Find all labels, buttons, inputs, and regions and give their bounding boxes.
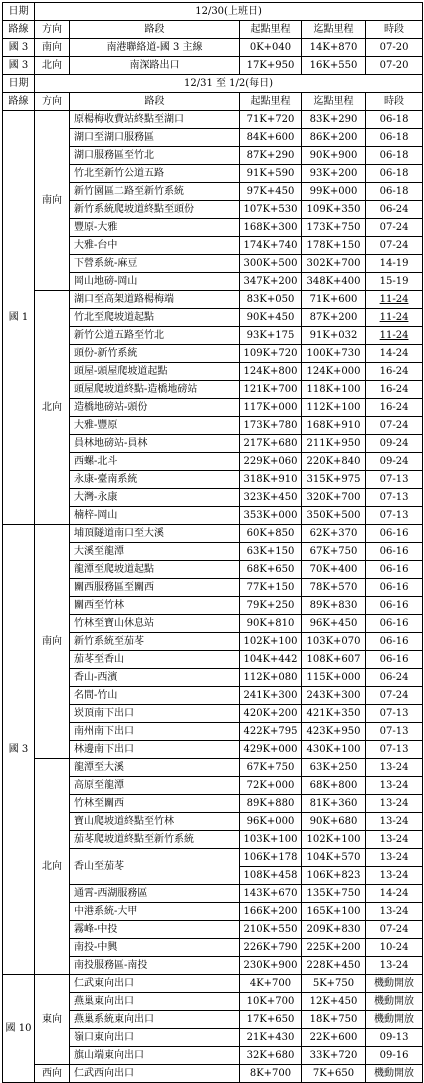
header-direction: 方向 — [35, 93, 70, 111]
start-km-cell: 79K+250 — [240, 597, 302, 615]
end-km-cell: 320K+700 — [302, 489, 366, 507]
start-km-cell: 300K+500 — [240, 255, 302, 273]
end-km-cell: 109K+350 — [302, 201, 366, 219]
time-cell: 10-24 — [366, 939, 423, 957]
end-km-cell: 86K+200 — [302, 129, 366, 147]
time-cell: 11-24 — [366, 309, 423, 327]
end-km-cell: 108K+607 — [302, 651, 366, 669]
time-cell: 06-18 — [366, 111, 423, 129]
end-km-cell: 68K+800 — [302, 777, 366, 795]
start-km-cell: 91K+590 — [240, 165, 302, 183]
start-km-cell: 103K+100 — [240, 831, 302, 849]
end-km-cell: 348K+400 — [302, 273, 366, 291]
date-label: 日期 — [3, 3, 35, 21]
header-section: 路段 — [70, 21, 240, 39]
direction-cell: 北向 — [35, 57, 70, 75]
start-km-cell: 323K+450 — [240, 489, 302, 507]
start-km-cell: 117K+000 — [240, 399, 302, 417]
start-km-cell: 32K+680 — [240, 1047, 302, 1065]
end-km-cell: 22K+600 — [302, 1029, 366, 1047]
start-km-cell: 217K+680 — [240, 435, 302, 453]
route-cell: 國 3 — [3, 39, 35, 57]
end-km-cell: 423K+950 — [302, 723, 366, 741]
end-km-cell: 124K+000 — [302, 363, 366, 381]
time-cell: 07-13 — [366, 723, 423, 741]
section-cell: 霧峰-中投 — [70, 921, 240, 939]
time-cell: 07-24 — [366, 417, 423, 435]
direction-cell: 南向 — [35, 525, 70, 759]
start-km-cell: 230K+900 — [240, 957, 302, 975]
end-km-cell: 5K+750 — [302, 975, 366, 993]
end-km-cell: 118K+100 — [302, 381, 366, 399]
section-cell: 龍潭至大溪 — [70, 759, 240, 777]
time-cell: 機動開放 — [366, 993, 423, 1011]
end-km-cell: 350K+500 — [302, 507, 366, 525]
end-km-cell: 83K+290 — [302, 111, 366, 129]
date-row — [3, 75, 423, 93]
start-km-cell: 347K+200 — [240, 273, 302, 291]
section-cell: 新竹園區二路至新竹系統 — [70, 183, 240, 201]
end-km-cell: 228K+450 — [302, 957, 366, 975]
time-cell: 13-24 — [366, 831, 423, 849]
time-cell: 07-13 — [366, 741, 423, 759]
section-cell: 燕巢東向出口 — [70, 993, 240, 1011]
section-cell: 岡山地磅-岡山 — [70, 273, 240, 291]
time-cell: 06-16 — [366, 597, 423, 615]
start-km-cell: 8K+700 — [240, 1065, 302, 1083]
time-cell: 07-20 — [366, 57, 423, 75]
header-start: 起點里程 — [240, 21, 302, 39]
end-km-cell: 421K+350 — [302, 705, 366, 723]
end-km-cell: 102K+100 — [302, 831, 366, 849]
start-km-cell: 226K+790 — [240, 939, 302, 957]
table-row — [3, 759, 423, 777]
start-km-cell: 429K+000 — [240, 741, 302, 759]
table-row — [3, 57, 423, 75]
end-km-cell: 71K+600 — [302, 291, 366, 309]
time-cell: 06-16 — [366, 525, 423, 543]
section-cell: 大灣-永康 — [70, 489, 240, 507]
time-cell: 09-13 — [366, 1029, 423, 1047]
header-time: 時段 — [366, 93, 423, 111]
section-cell: 南州南下出口 — [70, 723, 240, 741]
time-cell: 06-18 — [366, 147, 423, 165]
end-km-cell: 99K+000 — [302, 183, 366, 201]
section-cell: 南投服務區-南投 — [70, 957, 240, 975]
section-cell: 香山-西濱 — [70, 669, 240, 687]
route-cell: 國 3 — [3, 525, 35, 975]
end-km-cell: 63K+250 — [302, 759, 366, 777]
section-cell: 燕巢系統東向出口 — [70, 1011, 240, 1029]
time-cell: 06-16 — [366, 543, 423, 561]
time-cell: 16-24 — [366, 381, 423, 399]
section-cell: 大雅-台中 — [70, 237, 240, 255]
start-km-cell: 4K+700 — [240, 975, 302, 993]
start-km-cell: 68K+650 — [240, 561, 302, 579]
traffic-control-table — [2, 2, 423, 1083]
section-cell: 原楊梅收費站終點至湖口 — [70, 111, 240, 129]
time-cell: 14-24 — [366, 885, 423, 903]
section-cell: 永康-臺南系統 — [70, 471, 240, 489]
start-km-cell: 143K+670 — [240, 885, 302, 903]
end-km-cell: 225K+200 — [302, 939, 366, 957]
time-cell: 14-19 — [366, 255, 423, 273]
end-km-cell: 103K+070 — [302, 633, 366, 651]
start-km-cell: 96K+000 — [240, 813, 302, 831]
start-km-cell: 166K+200 — [240, 903, 302, 921]
section-cell: 頭屋-頭屋爬坡道起點 — [70, 363, 240, 381]
start-km-cell: 124K+800 — [240, 363, 302, 381]
time-cell: 13-24 — [366, 867, 423, 885]
start-km-cell: 112K+080 — [240, 669, 302, 687]
end-km-cell: 93K+200 — [302, 165, 366, 183]
section-cell: 南深路出口 — [70, 57, 240, 75]
end-km-cell: 112K+100 — [302, 399, 366, 417]
start-km-cell: 107K+530 — [240, 201, 302, 219]
route-cell: 國 3 — [3, 57, 35, 75]
time-cell: 06-16 — [366, 561, 423, 579]
time-cell: 07-20 — [366, 39, 423, 57]
section-cell: 崁頂南下出口 — [70, 705, 240, 723]
time-cell: 機動開放 — [366, 1011, 423, 1029]
start-km-cell: 84K+600 — [240, 129, 302, 147]
section-cell: 頭屋爬坡道終點-造橋地磅站 — [70, 381, 240, 399]
section-cell: 湖口至高架道路楊梅端 — [70, 291, 240, 309]
start-km-cell: 67K+750 — [240, 759, 302, 777]
section-cell: 茄苳至香山 — [70, 651, 240, 669]
section-cell: 下營系統-麻豆 — [70, 255, 240, 273]
end-km-cell: 220K+840 — [302, 453, 366, 471]
end-km-cell: 87K+200 — [302, 309, 366, 327]
start-km-cell: 93K+175 — [240, 327, 302, 345]
end-km-cell: 168K+910 — [302, 417, 366, 435]
direction-cell: 北向 — [35, 759, 70, 975]
section-cell: 嶺口東向出口 — [70, 1029, 240, 1047]
table-row — [3, 291, 423, 309]
time-cell: 06-16 — [366, 633, 423, 651]
direction-cell: 西向 — [35, 1065, 70, 1083]
start-km-cell: 173K+780 — [240, 417, 302, 435]
start-km-cell: 174K+740 — [240, 237, 302, 255]
route-cell: 國 1 — [3, 111, 35, 525]
start-km-cell: 72K+000 — [240, 777, 302, 795]
end-km-cell: 16K+550 — [302, 57, 366, 75]
section-cell: 造橋地磅站-頭份 — [70, 399, 240, 417]
section-cell: 埔頂隧道南口至大溪 — [70, 525, 240, 543]
start-km-cell: 77K+150 — [240, 579, 302, 597]
table-row — [3, 1065, 423, 1083]
time-cell: 09-24 — [366, 453, 423, 471]
section-cell: 竹北至新竹公道五路 — [70, 165, 240, 183]
header-row — [3, 93, 423, 111]
header-direction: 方向 — [35, 21, 70, 39]
header-time: 時段 — [366, 21, 423, 39]
header-route: 路線 — [3, 21, 35, 39]
time-cell: 16-24 — [366, 363, 423, 381]
direction-cell: 南向 — [35, 111, 70, 291]
time-cell: 06-18 — [366, 165, 423, 183]
date-row — [3, 3, 423, 21]
time-cell: 07-24 — [366, 921, 423, 939]
end-km-cell: 7K+650 — [302, 1065, 366, 1083]
time-cell: 06-16 — [366, 615, 423, 633]
time-cell: 09-16 — [366, 1047, 423, 1065]
direction-cell: 東向 — [35, 975, 70, 1065]
end-km-cell: 115K+000 — [302, 669, 366, 687]
end-km-cell: 18K+750 — [302, 1011, 366, 1029]
start-km-cell: 0K+040 — [240, 39, 302, 57]
start-km-cell: 87K+290 — [240, 147, 302, 165]
section-cell: 香山至茄苳 — [70, 849, 240, 885]
end-km-cell: 209K+830 — [302, 921, 366, 939]
end-km-cell: 96K+450 — [302, 615, 366, 633]
time-cell: 07-13 — [366, 705, 423, 723]
section-cell: 新竹公道五路至竹北 — [70, 327, 240, 345]
start-km-cell: 102K+100 — [240, 633, 302, 651]
time-cell: 06-18 — [366, 129, 423, 147]
time-cell: 13-24 — [366, 795, 423, 813]
time-cell: 06-18 — [366, 183, 423, 201]
start-km-cell: 83K+050 — [240, 291, 302, 309]
end-km-cell: 90K+680 — [302, 813, 366, 831]
section-cell: 湖口至湖口服務區 — [70, 129, 240, 147]
header-route: 路線 — [3, 93, 35, 111]
end-km-cell: 78K+570 — [302, 579, 366, 597]
direction-cell: 南向 — [35, 39, 70, 57]
section-cell: 大雅-豐原 — [70, 417, 240, 435]
time-cell: 13-24 — [366, 849, 423, 867]
header-end: 迄點里程 — [302, 93, 366, 111]
section-cell: 竹林至關西 — [70, 795, 240, 813]
time-cell: 13-24 — [366, 813, 423, 831]
section-cell: 龍潭至爬坡道起點 — [70, 561, 240, 579]
section-cell: 南投-中興 — [70, 939, 240, 957]
table-row — [3, 975, 423, 993]
section-cell: 關西至竹林 — [70, 597, 240, 615]
time-cell: 07-13 — [366, 507, 423, 525]
time-cell: 機動開放 — [366, 1065, 423, 1083]
start-km-cell: 17K+950 — [240, 57, 302, 75]
section-cell: 關西服務區至關西 — [70, 579, 240, 597]
section-cell: 員林地磅站-員林 — [70, 435, 240, 453]
start-km-cell: 229K+060 — [240, 453, 302, 471]
time-cell: 13-24 — [366, 903, 423, 921]
header-start: 起點里程 — [240, 93, 302, 111]
time-cell: 16-24 — [366, 399, 423, 417]
date-value: 12/30(上班日) — [35, 3, 423, 21]
time-cell: 07-24 — [366, 687, 423, 705]
start-km-cell: 97K+450 — [240, 183, 302, 201]
time-cell: 09-24 — [366, 435, 423, 453]
section-cell: 名間-竹山 — [70, 687, 240, 705]
direction-cell: 北向 — [35, 291, 70, 525]
route-cell: 國 10 — [3, 975, 35, 1083]
time-cell: 15-19 — [366, 273, 423, 291]
end-km-cell: 104K+570 — [302, 849, 366, 867]
start-km-cell: 63K+150 — [240, 543, 302, 561]
end-km-cell: 178K+150 — [302, 237, 366, 255]
section-cell: 新竹系統爬坡道終點至頭份 — [70, 201, 240, 219]
end-km-cell: 135K+750 — [302, 885, 366, 903]
table-body — [3, 3, 423, 1083]
section-cell: 寶山爬坡道終點至竹林 — [70, 813, 240, 831]
end-km-cell: 12K+450 — [302, 993, 366, 1011]
end-km-cell: 430K+100 — [302, 741, 366, 759]
time-cell: 機動開放 — [366, 975, 423, 993]
table-row — [3, 39, 423, 57]
section-cell: 豐原-大雅 — [70, 219, 240, 237]
table-row — [3, 525, 423, 543]
time-cell: 07-13 — [366, 471, 423, 489]
end-km-cell: 243K+300 — [302, 687, 366, 705]
start-km-cell: 353K+000 — [240, 507, 302, 525]
end-km-cell: 302K+700 — [302, 255, 366, 273]
section-cell: 竹北至爬坡道起點 — [70, 309, 240, 327]
start-km-cell: 71K+720 — [240, 111, 302, 129]
time-cell: 13-24 — [366, 777, 423, 795]
end-km-cell: 62K+370 — [302, 525, 366, 543]
header-end: 迄點里程 — [302, 21, 366, 39]
time-cell: 06-16 — [366, 579, 423, 597]
time-cell: 13-24 — [366, 759, 423, 777]
section-cell: 通霄-西湖服務區 — [70, 885, 240, 903]
end-km-cell: 70K+400 — [302, 561, 366, 579]
start-km-cell: 121K+700 — [240, 381, 302, 399]
section-cell: 西螺-北斗 — [70, 453, 240, 471]
start-km-cell: 241K+300 — [240, 687, 302, 705]
end-km-cell: 33K+720 — [302, 1047, 366, 1065]
start-km-cell: 106K+178 — [240, 849, 302, 867]
time-cell: 11-24 — [366, 291, 423, 309]
start-km-cell: 89K+880 — [240, 795, 302, 813]
section-cell: 竹林至寶山休息站 — [70, 615, 240, 633]
start-km-cell: 210K+550 — [240, 921, 302, 939]
end-km-cell: 89K+830 — [302, 597, 366, 615]
start-km-cell: 17K+650 — [240, 1011, 302, 1029]
section-cell: 大溪至龍潭 — [70, 543, 240, 561]
time-cell: 07-13 — [366, 489, 423, 507]
end-km-cell: 81K+360 — [302, 795, 366, 813]
section-cell: 高原至龍潭 — [70, 777, 240, 795]
section-cell: 新竹系統至茄苳 — [70, 633, 240, 651]
section-cell: 林邊南下出口 — [70, 741, 240, 759]
header-section: 路段 — [70, 93, 240, 111]
end-km-cell: 67K+750 — [302, 543, 366, 561]
start-km-cell: 422K+795 — [240, 723, 302, 741]
end-km-cell: 165K+100 — [302, 903, 366, 921]
date-value: 12/31 至 1/2(每日) — [35, 75, 423, 93]
time-cell: 06-24 — [366, 669, 423, 687]
section-cell: 楠梓-岡山 — [70, 507, 240, 525]
end-km-cell: 100K+730 — [302, 345, 366, 363]
section-cell: 頭份-新竹系統 — [70, 345, 240, 363]
start-km-cell: 104K+442 — [240, 651, 302, 669]
end-km-cell: 91K+032 — [302, 327, 366, 345]
time-cell: 11-24 — [366, 327, 423, 345]
section-cell: 湖口服務區至竹北 — [70, 147, 240, 165]
end-km-cell: 173K+750 — [302, 219, 366, 237]
header-row — [3, 21, 423, 39]
time-cell: 13-24 — [366, 957, 423, 975]
table-row — [3, 111, 423, 129]
start-km-cell: 109K+720 — [240, 345, 302, 363]
time-cell: 14-24 — [366, 345, 423, 363]
time-cell: 07-24 — [366, 237, 423, 255]
end-km-cell: 106K+823 — [302, 867, 366, 885]
end-km-cell: 315K+975 — [302, 471, 366, 489]
section-cell: 旗山端東向出口 — [70, 1047, 240, 1065]
start-km-cell: 90K+810 — [240, 615, 302, 633]
end-km-cell: 211K+950 — [302, 435, 366, 453]
time-cell: 06-24 — [366, 201, 423, 219]
start-km-cell: 10K+700 — [240, 993, 302, 1011]
end-km-cell: 14K+870 — [302, 39, 366, 57]
start-km-cell: 420K+200 — [240, 705, 302, 723]
start-km-cell: 21K+430 — [240, 1029, 302, 1047]
start-km-cell: 168K+300 — [240, 219, 302, 237]
date-label: 日期 — [3, 75, 35, 93]
start-km-cell: 60K+850 — [240, 525, 302, 543]
section-cell: 南港聯絡道-國 3 主線 — [70, 39, 240, 57]
time-cell: 07-24 — [366, 219, 423, 237]
section-cell: 中港系統-大甲 — [70, 903, 240, 921]
section-cell: 茄苳爬坡道終點至新竹系統 — [70, 831, 240, 849]
time-cell: 06-16 — [366, 651, 423, 669]
start-km-cell: 318K+910 — [240, 471, 302, 489]
end-km-cell: 90K+900 — [302, 147, 366, 165]
section-cell: 仁武西向出口 — [70, 1065, 240, 1083]
start-km-cell: 90K+450 — [240, 309, 302, 327]
start-km-cell: 108K+458 — [240, 867, 302, 885]
section-cell: 仁武東向出口 — [70, 975, 240, 993]
